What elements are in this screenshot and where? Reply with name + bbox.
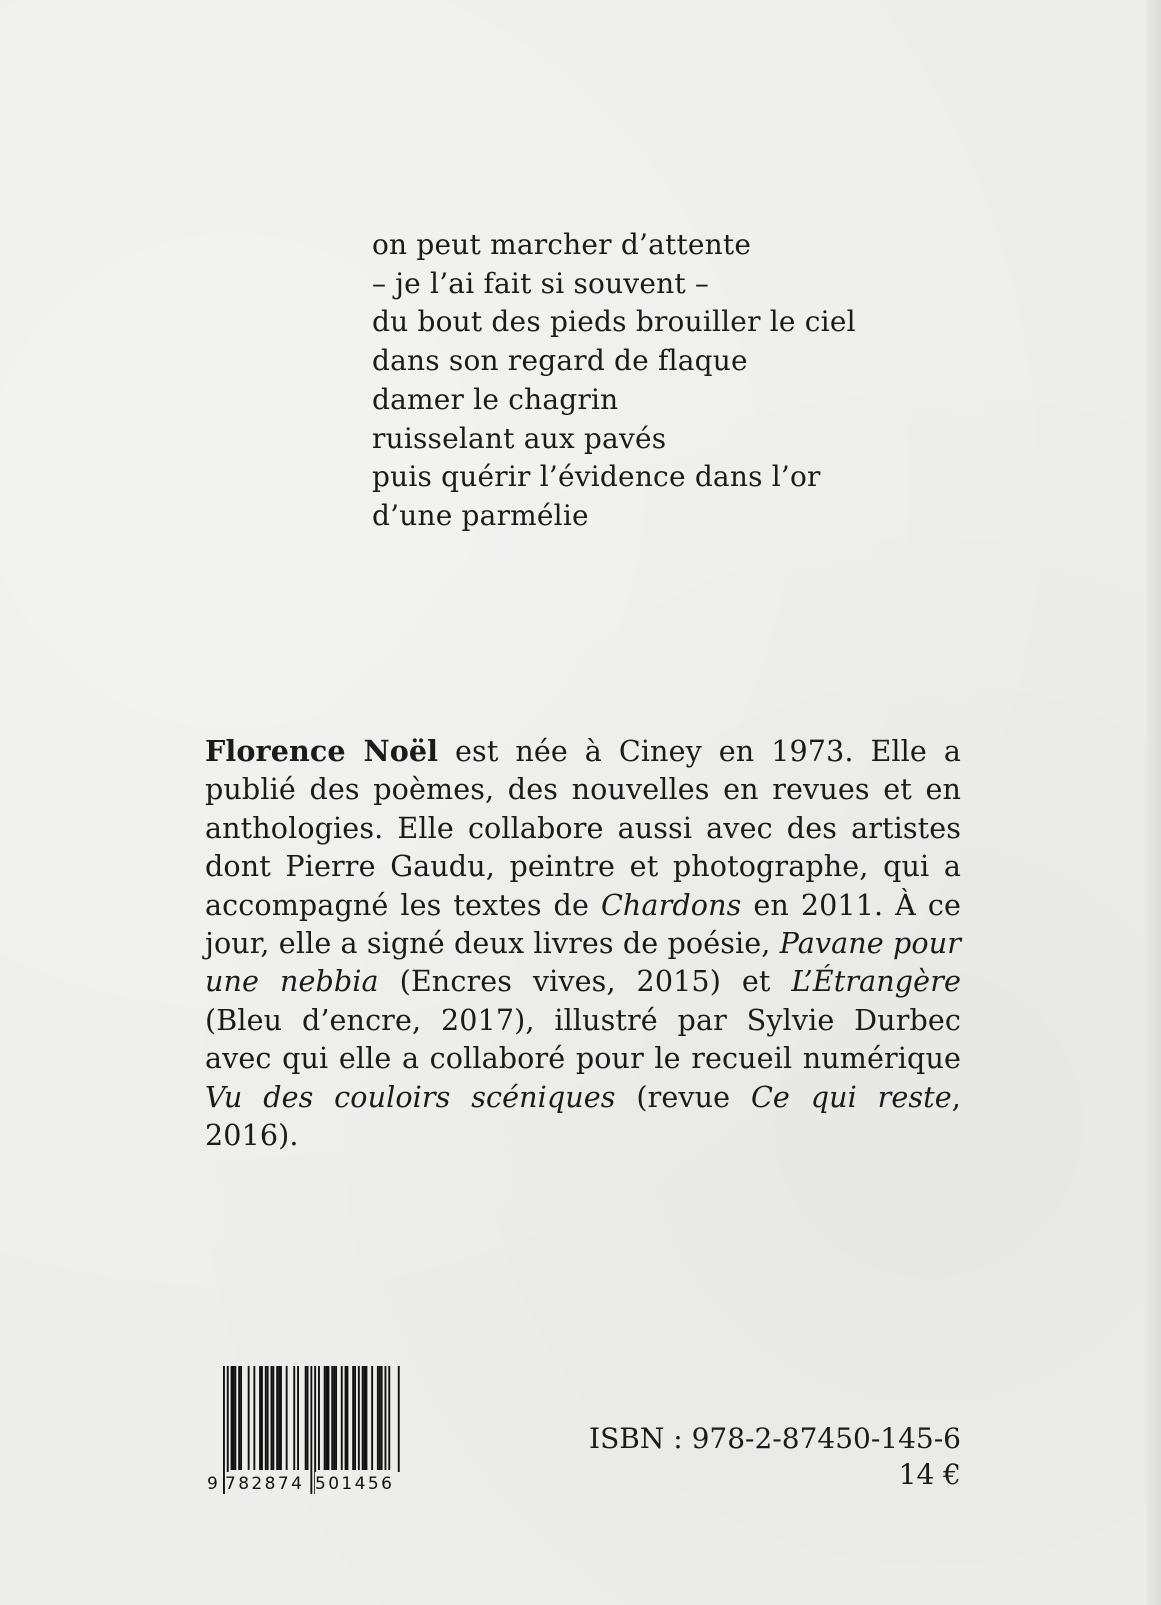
barcode-bar [333,1366,335,1470]
barcode-bar [354,1366,356,1470]
barcode-bar [318,1366,320,1470]
barcode-bar [253,1366,255,1470]
bio-text: (Bleu d’encre, 2017), illustré par Sylvie Durbec avec qui elle a collaboré pour le recueil numérique [205,1002,961,1076]
barcode-digit-lead: 9 [207,1474,221,1494]
barcode-bar [324,1366,326,1470]
barcode-bar [307,1366,309,1470]
barcode-bar [286,1366,288,1470]
bio-text: (revue [615,1079,751,1114]
barcode-bar [358,1366,360,1470]
barcode-bar [381,1366,383,1470]
barcode-bar [347,1366,349,1470]
barcode-bar [331,1366,333,1470]
cover-edge [1147,0,1161,1605]
barcode-bar [345,1366,347,1470]
poem-line: dans son regard de flaque [372,344,748,378]
barcode-bar [276,1366,278,1470]
barcode-digit-group: 782874 [225,1472,309,1496]
poem-line: du bout des pieds brouiller le ciel [372,305,856,339]
barcode-bar [377,1366,379,1470]
barcode-bar [335,1366,337,1470]
price: 14 € [898,1458,961,1491]
bio-text: est née à Ciney en 1973. Elle a publié des poèmes, des nouvelles en revues et en anthologies. Elle collabore aussi avec des artistes dont Pierre Gaudu, peintre et photographe, qui a accompagné les textes de [205,734,961,922]
barcode-bar [231,1366,233,1470]
barcode-bar [234,1366,236,1470]
author-biography [205,732,961,1154]
poem-line: ruisselant aux pavés [372,421,667,455]
poem-line: d’une parmélie [372,498,589,532]
barcode-bar [233,1366,235,1470]
poem-line: damer le chagrin [372,382,619,416]
barcode-bar [328,1366,330,1470]
poem-line: – je l’ai fait si souvent – [372,266,710,300]
bio-text: en 2011. À ce jour, elle a signé deux livres de poésie, [205,887,961,961]
bio-text: , 2016). [205,1079,961,1153]
barcode-number [205,1472,401,1496]
poem-excerpt [372,226,932,536]
book-title: Pavane pour une nebbia [205,926,961,999]
book-title: L’Étrangère [791,964,961,999]
barcode-bar [326,1366,328,1470]
barcode-bar [278,1366,280,1470]
barcode-bar [259,1366,261,1470]
barcode-bar [267,1366,269,1470]
poem-line: puis quérir l’évidence dans l’or [372,460,821,494]
barcode-bar [352,1366,354,1470]
poem-line: on peut marcher d’attente [372,228,752,261]
barcode-bar [238,1366,240,1470]
book-title: Vu des couloirs scéniques [205,1079,616,1114]
barcode-bar [272,1366,274,1470]
journal-title: Ce qui reste [750,1079,952,1114]
barcode-bar [293,1366,295,1470]
barcode-bar [341,1366,343,1470]
barcode-bar [379,1366,381,1470]
barcode-bar [297,1366,299,1470]
author-name: Florence Noël [205,734,439,768]
barcode-bar [364,1366,366,1470]
barcode-bar [362,1366,364,1470]
barcode-bar [305,1366,307,1470]
barcode-bar [280,1366,282,1470]
barcode-bar [388,1366,390,1470]
barcode-bar [366,1366,368,1470]
barcode-bar [271,1366,273,1470]
barcode-bar [240,1366,242,1470]
bio-text: (Encres vives, 2015) et [378,964,792,999]
barcode-bar [385,1366,387,1470]
barcode-bar [371,1366,373,1470]
barcode-bar [261,1366,263,1470]
barcode-digit-group: 501456 [315,1472,401,1496]
barcode-bar [248,1366,250,1470]
barcode-bar [265,1366,267,1470]
isbn: ISBN : 978-2-87450-145-6 [589,1422,961,1455]
book-title: Chardons [600,887,742,922]
